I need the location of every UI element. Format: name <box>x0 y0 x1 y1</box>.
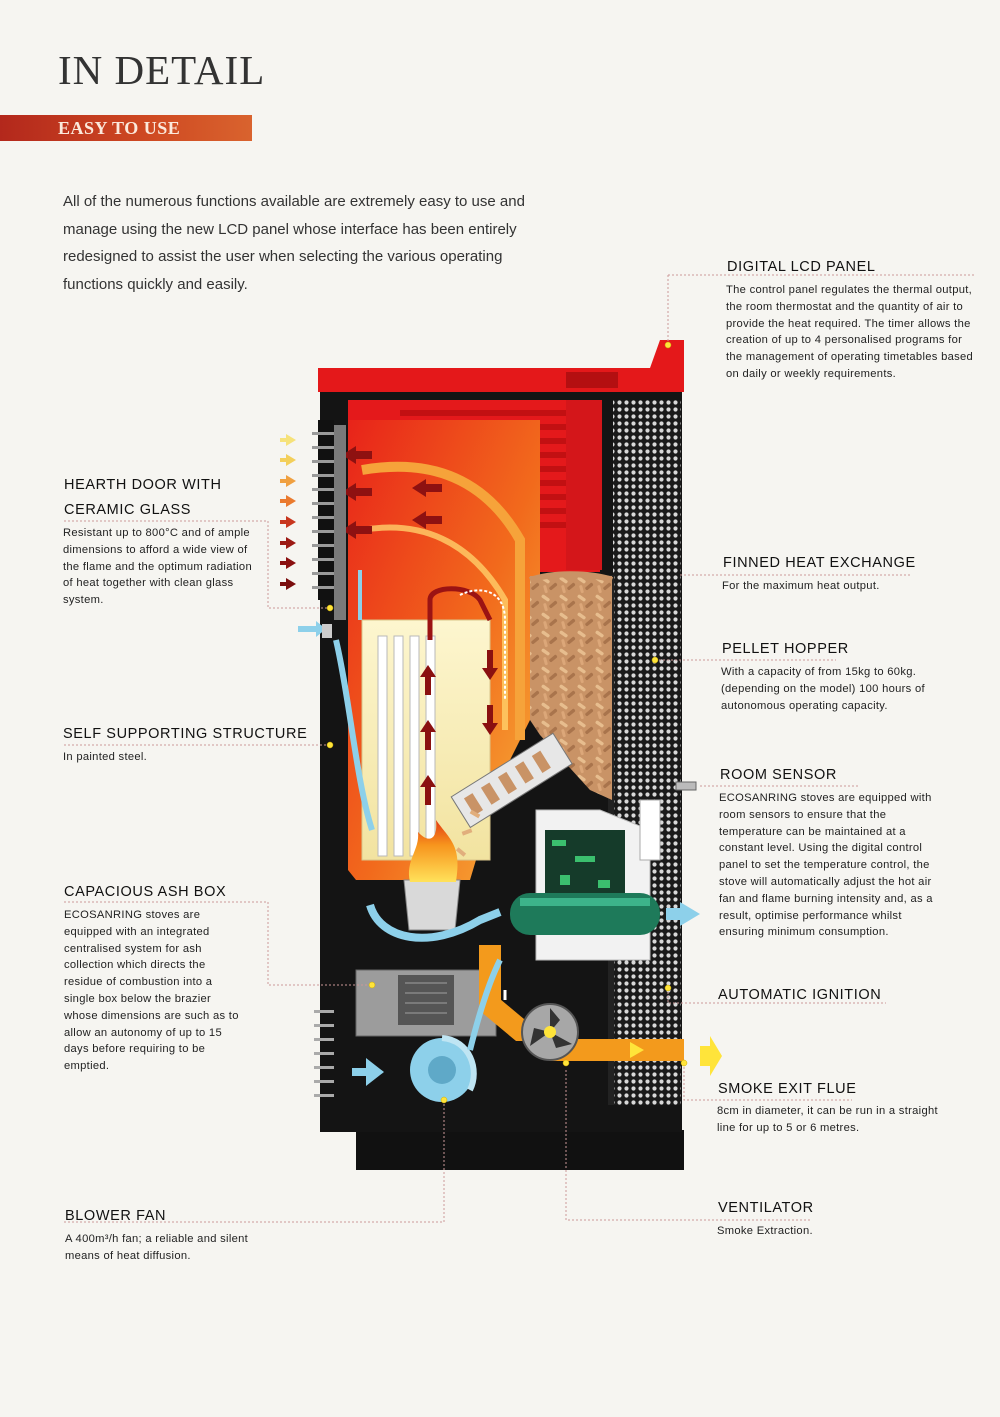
structure-description: In painted steel. <box>63 751 148 763</box>
ash-box-title: CAPACIOUS ASH BOX <box>64 884 227 900</box>
blower-fan-description: A 400m³/h fan; a reliable and silent means of heat diffusion. <box>65 1233 249 1262</box>
smoke-flue-title: SMOKE EXIT FLUE <box>718 1081 857 1097</box>
room-sensor-title: ROOM SENSOR <box>720 767 837 783</box>
room-sensor-description: ECOSANRING stoves are equipped with room sensors to ensure that the temperature can be maintained at a constant level. Using the digital control panel to set the temperature control, the stove will automatically adjust the hot air fan and flame burning intensity and, as a result, optimise performance whilst ensuring minimum consumption. <box>719 792 933 939</box>
pellet-hopper-title: PELLET HOPPER <box>722 641 849 657</box>
brazier <box>404 880 460 930</box>
hearth-door-title-line1: HEARTH DOOR WITH <box>64 477 222 493</box>
heat-exchange-description: For the maximum heat output. <box>722 580 880 592</box>
banner-label: EASY TO USE <box>58 118 181 138</box>
blower-fan-title: BLOWER FAN <box>65 1208 167 1224</box>
hearth-door-description: Resistant up to 800°C and of ample dimensions to afford a wide view of the flame and the optimum radiation of heat together with clean glass system. <box>63 527 252 607</box>
stove-top-cap <box>318 340 684 392</box>
ash-box-description: ECOSANRING stoves are equipped with an integrated centralised system for ash collection which directs the residue of combustion into a single box below the brazier whose dimensions are such as to allow an autonomy of up to 15 days before requiring to be emptied. <box>64 909 239 1073</box>
ventilator-title: VENTILATOR <box>718 1200 814 1216</box>
hearth-door-title-line2: CERAMIC GLASS <box>64 502 192 518</box>
lcd-panel-description: The control panel regulates the thermal output, the room thermostat and the quantity of air to provide the heat required. The timer allows the creation of up to 4 personalised programs for the management of operating timetables based on daily or weekly requirements. <box>726 284 974 380</box>
pellet-hopper-description: With a capacity of from 15kg to 60kg. (depending on the model) 100 hours of autonomous operating capacity. <box>721 666 925 712</box>
stove-base <box>356 1130 684 1170</box>
page-title: IN DETAIL <box>58 47 266 93</box>
ventilator-description: Smoke Extraction. <box>717 1225 813 1237</box>
smoke-flue-description: 8cm in diameter, it can be run in a straight line for up to 5 or 6 metres. <box>717 1105 938 1134</box>
front-finned-grill <box>312 420 346 620</box>
structure-title: SELF SUPPORTING STRUCTURE <box>63 726 308 742</box>
intro-paragraph: All of the numerous functions available are extremely easy to use and manage using the new LCD panel whose interface has been entirely redesigned to assist the user when selecting the various operating functions quickly and easily. <box>63 193 525 293</box>
ignition-title: AUTOMATIC IGNITION <box>718 987 882 1003</box>
smoke-exit-arrow <box>700 1036 722 1076</box>
perforated-side-panel <box>613 400 681 1105</box>
lcd-panel-title: DIGITAL LCD PANEL <box>727 259 876 275</box>
heat-exchange-title: FINNED HEAT EXCHANGE <box>723 555 916 571</box>
